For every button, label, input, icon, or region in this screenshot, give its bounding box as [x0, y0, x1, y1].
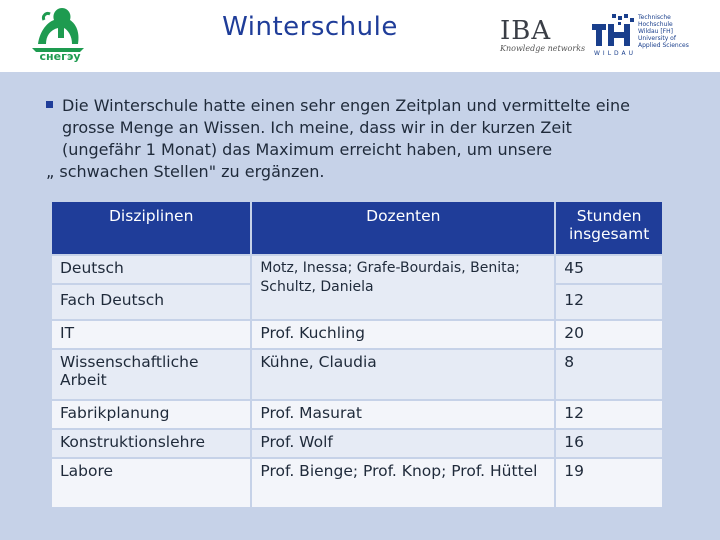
table-header-row [51, 201, 663, 255]
disciplines-table [50, 200, 664, 509]
th-wildau-logo [592, 14, 702, 60]
cell-discipline: Konstruktionslehre [51, 429, 251, 458]
cell-hours: 19 [555, 458, 663, 508]
cell-discipline: Fach Deutsch [51, 284, 251, 320]
page-title: Winterschule [222, 12, 398, 42]
th-logo-city: WILDAU [594, 50, 637, 57]
table-row [51, 320, 663, 349]
cell-lecturer: Prof. Bienge; Prof. Knop; Prof. Hüttel [251, 458, 555, 508]
cell-hours: 12 [555, 400, 663, 429]
cell-lecturer: Kühne, Claudia [251, 349, 555, 400]
bullet-line: (ungefähr 1 Monat) das Maximum erreicht haben, um unsere [62, 140, 553, 159]
table-row [51, 349, 663, 400]
bullet-marker-icon [46, 101, 53, 108]
iba-logo-text: IBA [500, 16, 552, 46]
iba-logo-subtitle: Knowledge networks [500, 44, 586, 53]
cell-hours: 20 [555, 320, 663, 349]
bullet-line: grosse Menge an Wissen. Ich meine, dass wir in der kurzen Zeit [62, 118, 572, 137]
cell-discipline: IT [51, 320, 251, 349]
cell-lecturer: Prof. Masurat [251, 400, 555, 429]
cell-discipline: Labore [51, 458, 251, 508]
cell-hours: 12 [555, 284, 663, 320]
header-hours: Stunden insgesamt [555, 201, 663, 255]
iba-logo [500, 16, 586, 56]
cell-discipline: Deutsch [51, 255, 251, 284]
th-logo-text: Technische Hochschule Wildau [FH] University of Applied Sciences [638, 14, 689, 49]
bullet-line-last: „ schwachen Stellen" zu ergänzen. [46, 162, 325, 181]
bullet-line: Die Winterschule hatte einen sehr engen Zeitplan und vermittelte eine [62, 96, 630, 115]
cell-hours: 8 [555, 349, 663, 400]
cell-discipline: Wissenschaftliche Arbeit [51, 349, 251, 400]
logo-left-label: снегэу [39, 50, 81, 63]
th-logo-icon [592, 14, 636, 48]
cell-lecturer: Prof. Kuchling [251, 320, 555, 349]
cell-hours: 45 [555, 255, 663, 284]
table-row [51, 429, 663, 458]
cell-discipline: Fabrikplanung [51, 400, 251, 429]
table-row [51, 400, 663, 429]
header-lecturers: Dozenten [251, 201, 555, 255]
cell-lecturer: Prof. Wolf [251, 429, 555, 458]
cell-hours: 16 [555, 429, 663, 458]
bullet-text [62, 95, 702, 161]
cell-lecturer: Motz, Inessa; Grafe-Bourdais, Benita; Schultz, Daniela [251, 255, 555, 320]
header-disciplines: Disziplinen [51, 201, 251, 255]
table-row [51, 458, 663, 508]
table-row [51, 255, 663, 284]
